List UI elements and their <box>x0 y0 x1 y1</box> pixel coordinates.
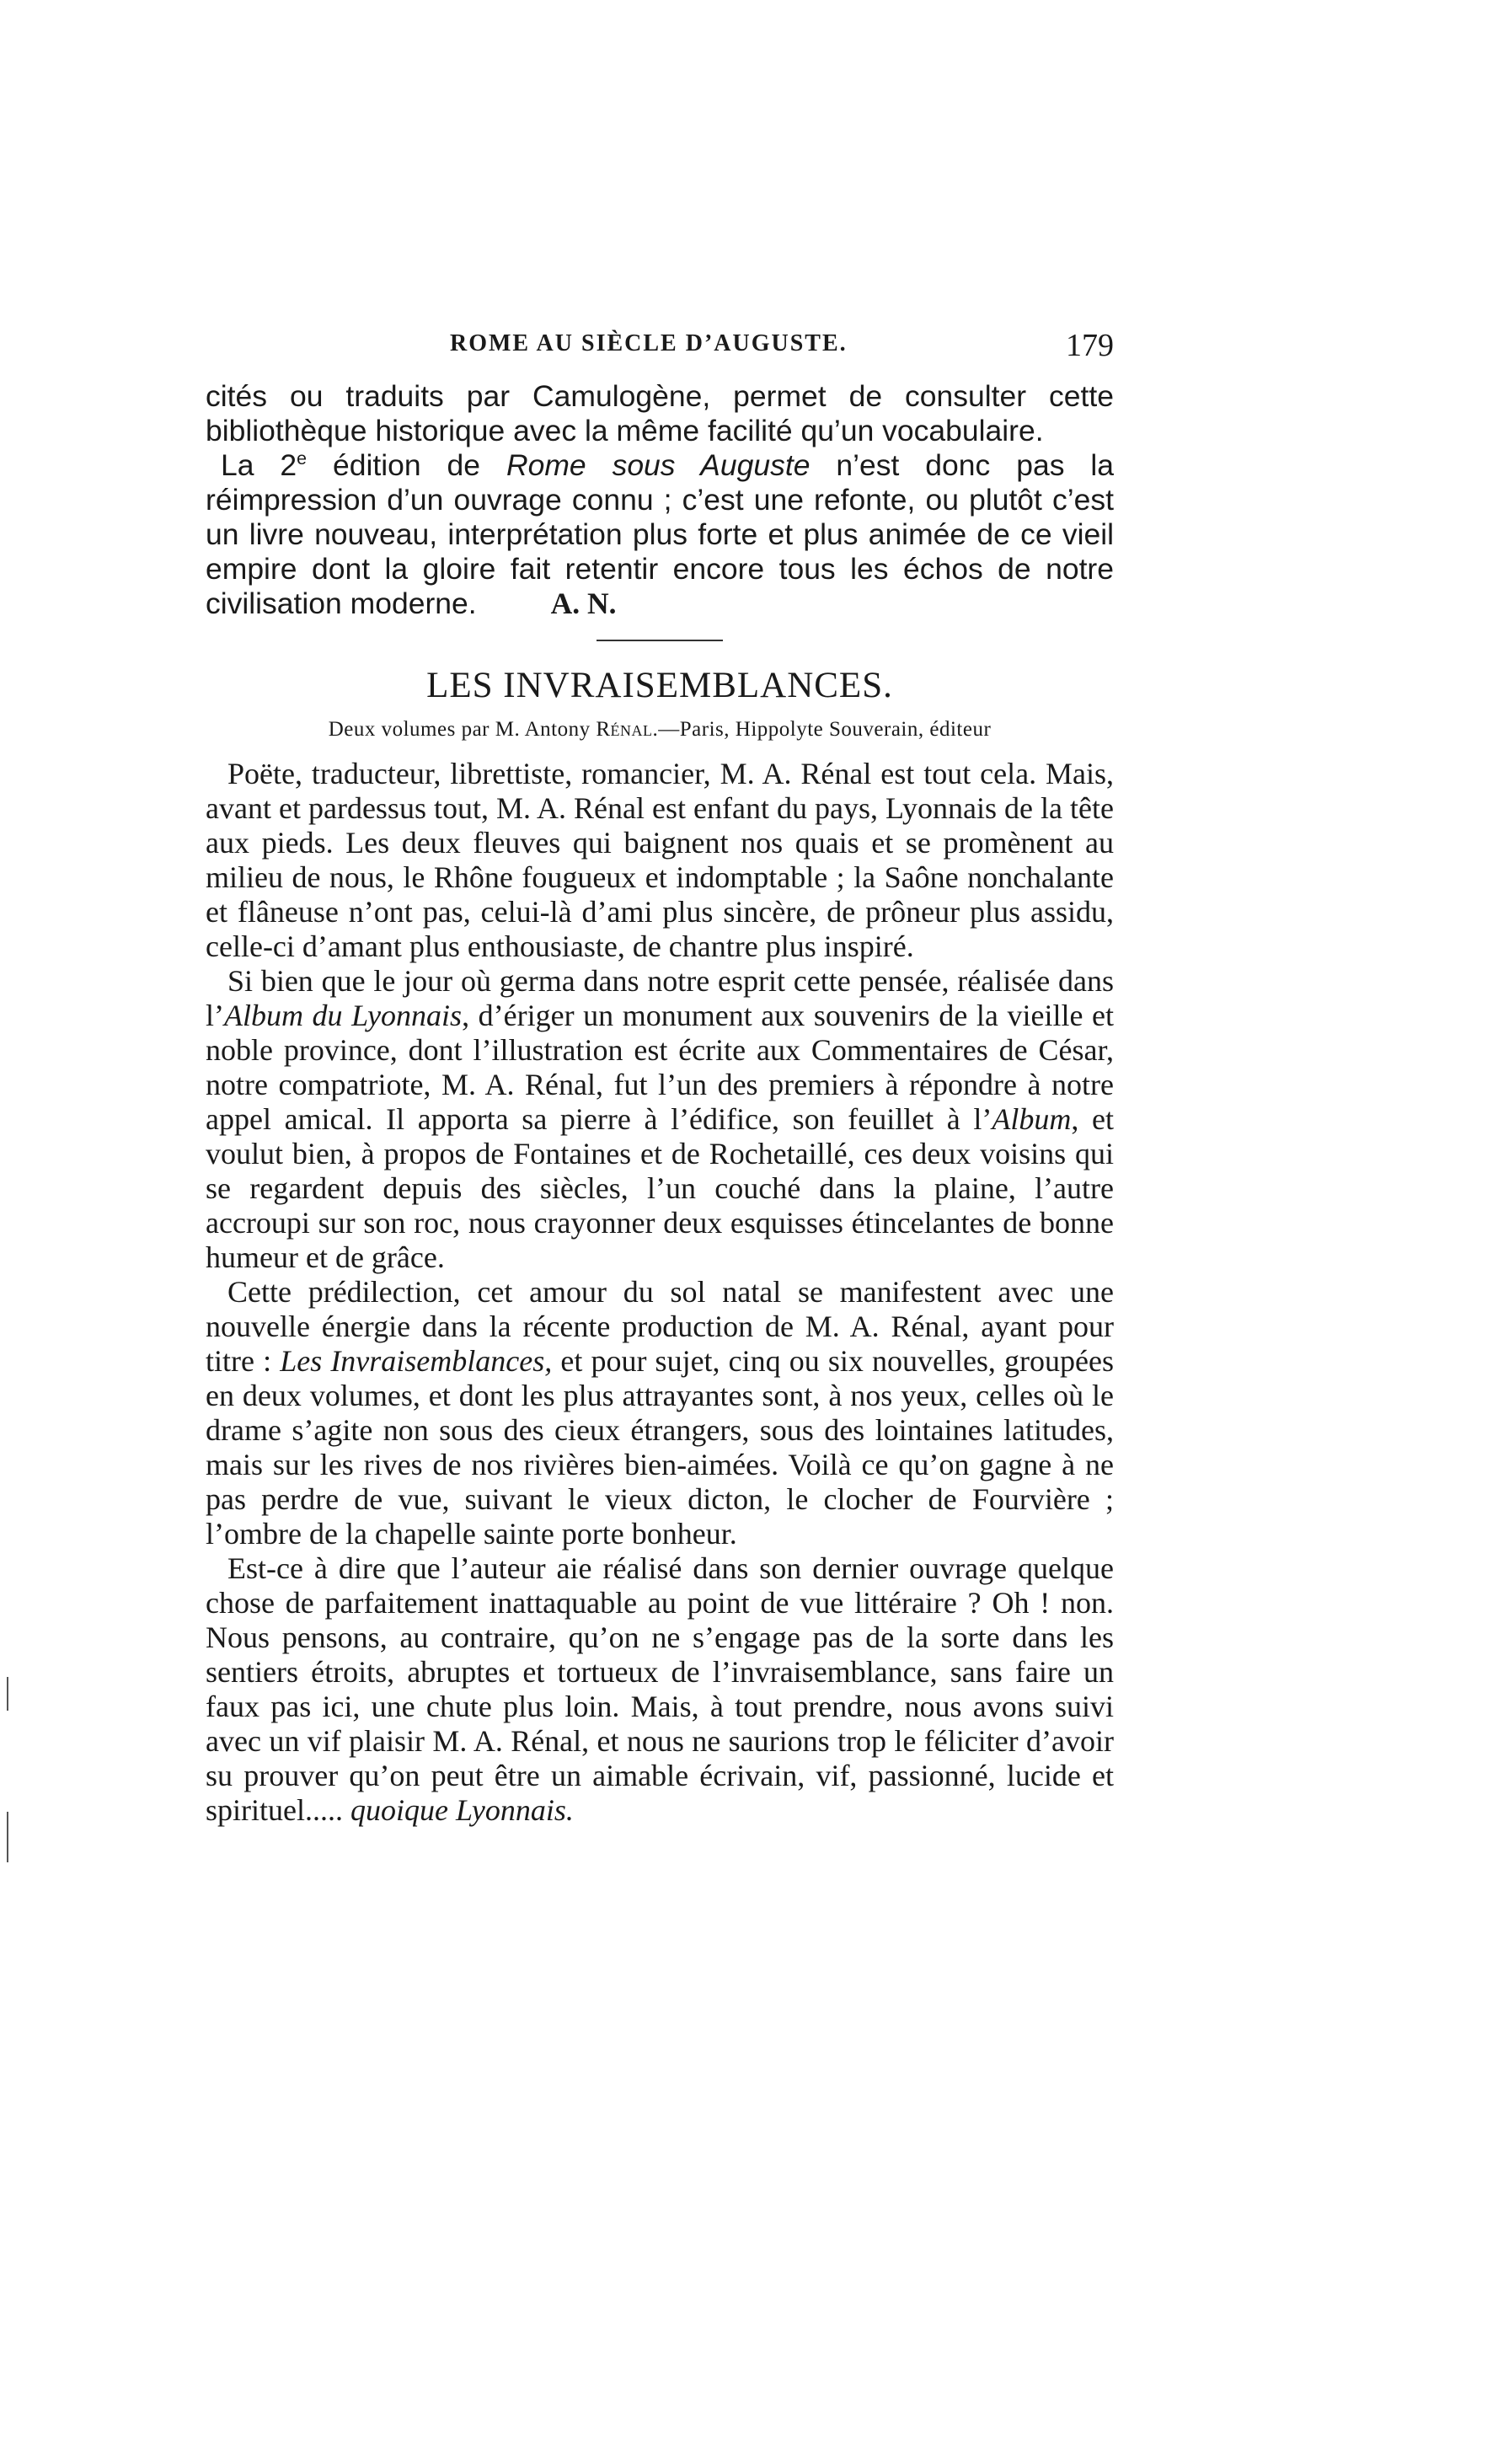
section-byline <box>206 718 1114 742</box>
previous-article-paragraph-1: cités ou traduits par Camulogène, permet de consulter cette bibliothèque historique avec la même facilité qu’un vocabulaire. <box>206 379 1114 447</box>
review-p4-part-a: Est-ce à dire que l’auteur aie réalisé dans son dernier ouvrage quelque chose de parfaitement inattaquable au point de vue littéraire ? Oh ! non. Nous pensons, au contraire, qu’on ne s’engage pas de la sorte dans les sentiers étroits, abruptes et tortueux de l’invraisemblance, sans faire un faux pas ici, une chute plus loin. Mais, à tout prendre, nous avons suivi avec un vif plaisir M. A. Rénal, et nous ne saurions trop le féliciter d’avoir su prouver qu’on peut être un aimable écrivain, vif, passionné, lucide et spirituel..... <box>206 1551 1114 1827</box>
review-p2-part-c: , et voulut bien, à propos de Fontaines et de Rochetaillé, ces deux voisins qui se regardent depuis des siècles, l’un couché dans la plaine, l’autre accroupi sur son roc, nous crayonner deux esquisses étincelantes de bonne humeur et de grâce. <box>206 1102 1115 1274</box>
running-head <box>206 327 1114 378</box>
edition-text-start: La 2 <box>221 448 297 482</box>
book-title-rome-sous-auguste: Rome sous Auguste <box>506 448 811 482</box>
page-number: 179 <box>1066 328 1114 363</box>
review-p2-part-a: Si bien que le jour où germa dans notre esprit cette pensée, réalisée dans l’ <box>206 964 1114 1032</box>
section-divider <box>597 640 723 641</box>
closing-italic-phrase: quoique Lyonnais. <box>350 1793 574 1827</box>
edition-text-mid: édition de <box>307 448 506 482</box>
margin-scan-mark-2 <box>7 1812 8 1862</box>
byline-prefix: Deux volumes par M. Antony <box>328 718 597 741</box>
book-page <box>206 327 1114 1828</box>
review-p3-part-a: Cette prédilection, cet amour du sol natal se manifestent avec une nouvelle énergie dans la récente production de M. A. Rénal, ayant pour titre : <box>206 1275 1114 1378</box>
album-short-italic: Album <box>992 1102 1072 1136</box>
review-p2-part-b: , d’ériger un monument aux souvenirs de la vieille et noble province, dont l’illustration est écrite aux Commentaires de César, notre compatriote, M. A. Rénal, fut l’un des premiers à répondre à notre appel amical. Il apporta sa pierre à l’édifice, son feuillet à l’ <box>206 999 1114 1136</box>
edition-text-end: n’est donc pas la réimpression d’un ouvrage connu ; c’est une refonte, ou plutôt c’est un livre nouveau, interprétation plus forte et plus animée de ce vieil empire dont la gloire fait retentir encore tous les échos de notre civilisation moderne. <box>206 448 1115 620</box>
byline-author-name: Rénal <box>596 718 653 741</box>
section-title: LES INVRAISEMBLANCES. <box>426 666 893 705</box>
byline-publisher: .—Paris, Hippolyte Souverain, éditeur <box>652 718 992 741</box>
review-body <box>206 757 1114 1828</box>
previous-article-paragraph-2 <box>206 448 1114 621</box>
running-title: ROME AU SIÈCLE D’AUGUSTE. <box>450 330 848 356</box>
review-paragraph-1: Poëte, traducteur, librettiste, romancier, M. A. Rénal est tout cela. Mais, avant et pardessus tout, M. A. Rénal est enfant du pays, Lyonnais de la tête aux pieds. Les deux fleuves qui baignent nos quais et se promènent au milieu de nous, le Rhône fougueux et indomptable ; la Saône nonchalante et flâneuse n’ont pas, celui-là d’ami plus sincère, de prôneur plus assidu, celle-ci d’amant plus enthousiaste, de chantre plus inspiré. <box>206 757 1114 963</box>
album-title-italic: Album du Lyonnais <box>224 999 463 1032</box>
previous-article <box>206 379 1114 621</box>
review-paragraph-4 <box>206 1551 1114 1828</box>
edition-superscript: e <box>297 448 308 469</box>
article-signature: A. N. <box>550 587 617 620</box>
book-title-invraisemblances: Les Invraisemblances, <box>280 1344 553 1378</box>
review-paragraph-3 <box>206 1275 1114 1551</box>
margin-scan-mark-1 <box>7 1677 8 1711</box>
review-paragraph-2 <box>206 964 1114 1275</box>
review-p3-part-b: et pour sujet, cinq ou six nouvelles, groupées en deux volumes, et dont les plus attrayantes sont, à nos yeux, celles où le drame s’agite non sous des cieux étrangers, sous des lointaines latitudes, mais sur les rives de nos rivières bien-aimées. Voilà ce qu’on gagne à ne pas perdre de vue, suivant le vieux dicton, le clocher de Fourvière ; l’ombre de la chapelle sainte porte bonheur. <box>206 1344 1114 1551</box>
